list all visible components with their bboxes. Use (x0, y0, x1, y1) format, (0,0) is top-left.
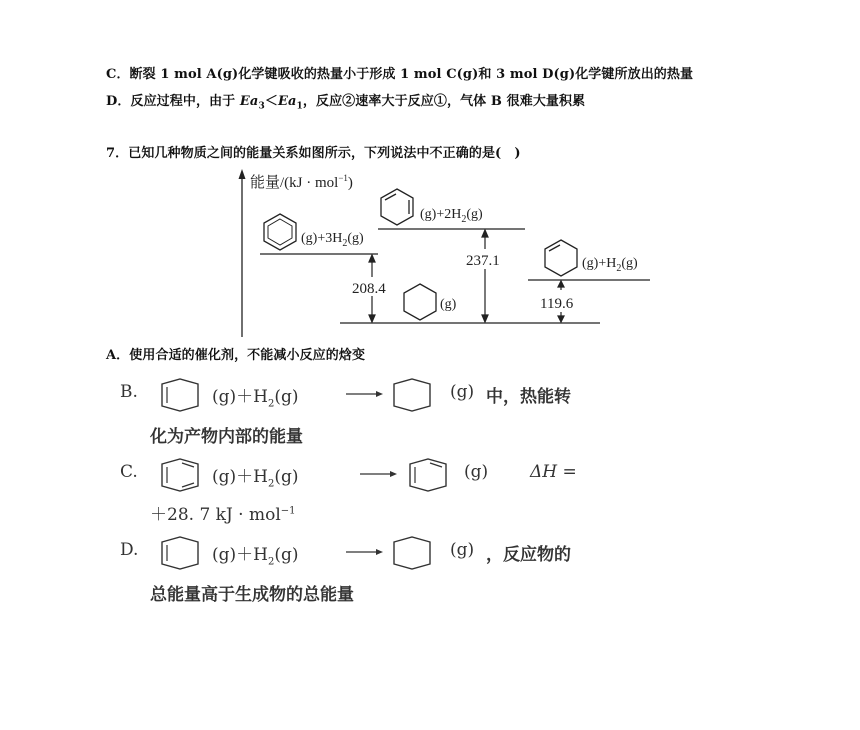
benzene-icon (264, 214, 296, 250)
cyclohexane-label: (g) (440, 297, 457, 312)
cyclohexadiene-icon (406, 458, 450, 492)
reaction-arrow-icon (346, 388, 384, 400)
option-d-eq-left: $(g)+H_2(g)$ (212, 545, 299, 568)
gap1-arrowhead-top (369, 255, 375, 262)
option-d-letter: D. (120, 540, 139, 560)
y-axis-arrow (239, 169, 246, 179)
option-d-prev-letter: D． (106, 94, 131, 109)
option-c-line2: ＋28. 7 kJ · mol$^{-1}$ (150, 505, 296, 525)
benzene-icon (158, 458, 202, 492)
reaction-arrow-icon (360, 468, 398, 480)
gap2-value: 237.1 (466, 253, 500, 269)
gap2-arrowhead-top (482, 230, 488, 237)
cyclohexadiene-label: $(g)+2H_2(g)$ (420, 207, 483, 225)
option-d-tail: ，反应物的 (486, 545, 571, 565)
option-d (120, 536, 620, 606)
cyclohexadiene-icon (381, 189, 413, 225)
option-b-line2: 化为产物内部的能量 (150, 427, 303, 447)
option-c-product: (g) (464, 462, 489, 482)
option-a: A．使用合适的催化剂，不能减小反应的焓变 (106, 348, 366, 363)
gap2-arrowhead-bottom (482, 315, 488, 322)
less-than: ＜ (264, 94, 278, 109)
option-c (120, 458, 620, 528)
cyclohexene-icon (545, 240, 577, 276)
ea3-symbol: Ea (239, 94, 259, 109)
option-c-prev (106, 63, 693, 82)
gap1-arrowhead-bottom (369, 315, 375, 322)
cyclohexene-icon (158, 378, 202, 412)
benzene-label: $(g)+3H_2(g)$ (301, 231, 364, 249)
ea3-sub: 3 (258, 101, 265, 112)
cyclohexane-icon (404, 284, 436, 320)
gap1-value: 208.4 (352, 281, 386, 297)
option-d-line2: 总能量高于生成物的总能量 (150, 585, 354, 605)
option-b (120, 378, 620, 448)
question-text: 已知几种物质之间的能量关系如图所示，下列说法中不正确的是( ) (128, 146, 521, 161)
gap3-arrowhead-bottom (558, 316, 564, 322)
option-c-dh: ΔH = (530, 462, 577, 482)
ea1-symbol: Ea (277, 94, 297, 109)
option-b-tail: 中，热能转 (486, 387, 571, 407)
question-number: 7． (106, 146, 129, 161)
question-7 (106, 142, 521, 161)
reaction-arrow-icon (346, 546, 384, 558)
option-c-prev-text: 断裂 1 mol A(g)化学键吸收的热量小于形成 1 mol C(g)和 3 mol D(g)化学键所放出的热量 (129, 67, 694, 82)
cyclohexene-label: $(g)+H_2(g)$ (582, 256, 638, 274)
gap3-value: 119.6 (540, 296, 574, 312)
ea1-sub: 1 (296, 101, 303, 112)
option-c-eq-left: $(g)+H_2(g)$ (212, 467, 299, 490)
option-d-prev-text1: 反应过程中，由于 (130, 94, 240, 109)
cyclohexane-icon (390, 536, 434, 570)
option-d-prev-text2: ，反应②速率大于反应①，气体 B 很难大量积累 (302, 94, 586, 109)
y-axis-label: 能量/(kJ · mol$^{-1}$) (250, 173, 353, 191)
option-c-prev-letter: C． (106, 67, 130, 82)
option-b-product: (g) (450, 382, 475, 402)
cyclohexene-icon (158, 536, 202, 570)
option-d-prev (106, 90, 585, 112)
option-b-eq-left: $(g)+H_2(g)$ (212, 387, 299, 410)
option-d-product: (g) (450, 540, 475, 560)
option-b-letter: B. (120, 382, 138, 402)
cyclohexane-icon (390, 378, 434, 412)
option-c-letter: C. (120, 462, 138, 482)
energy-level-diagram (230, 166, 650, 338)
gap3-arrowhead-top (558, 281, 564, 287)
